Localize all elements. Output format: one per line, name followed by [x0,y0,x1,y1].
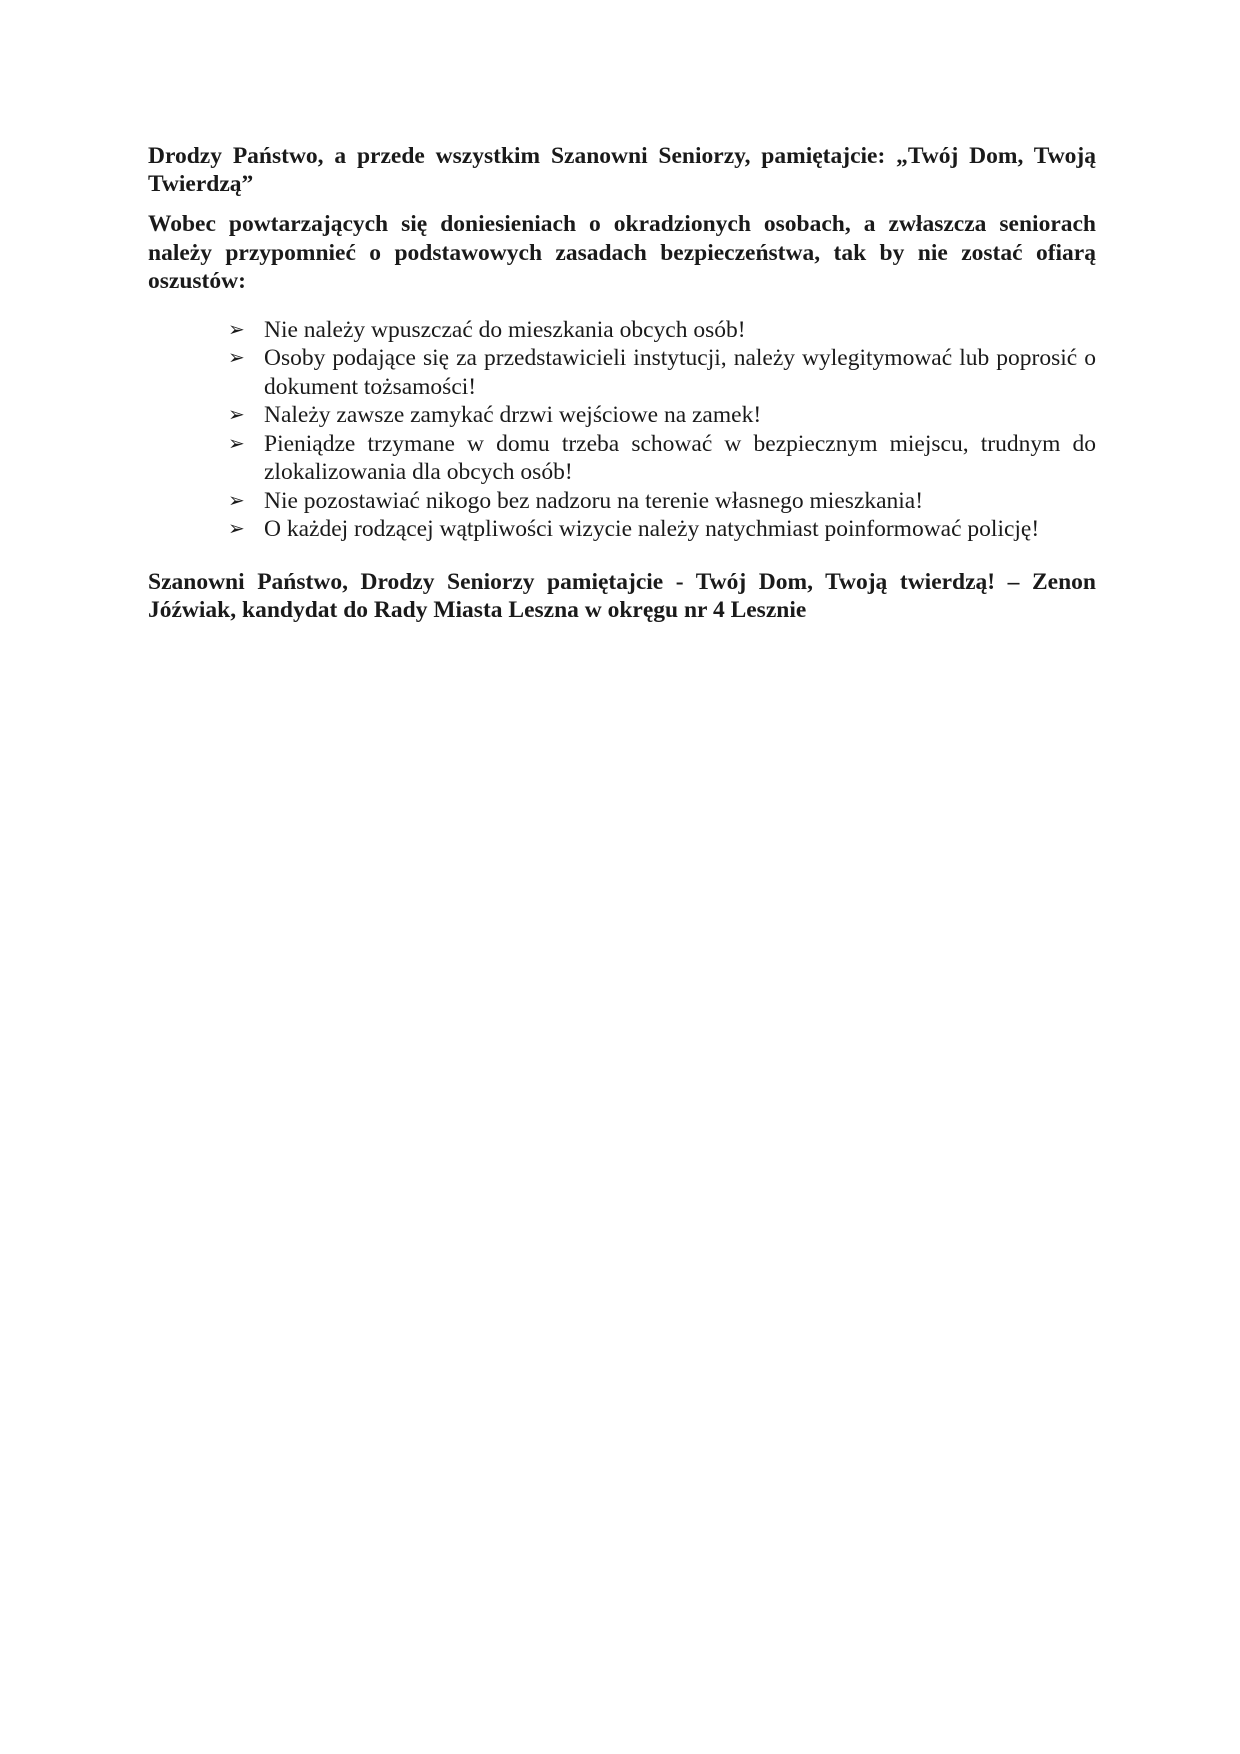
arrow-bullet-icon: ➢ [228,518,245,540]
rule-text: O każdej rodzącej wątpliwości wizycie należy natychmiast poinformować policję! [264,516,1040,542]
list-item [228,515,1096,544]
rule-text: Pieniądze trzymane w domu trzeba schować w bezpiecznym miejscu, trudnym do zlokalizowania dla obcych osób! [264,430,1096,485]
rule-text: Osoby podające się za przedstawicieli instytucji, należy wylegitymować lub poprosić o dokument tożsamości! [264,345,1096,400]
list-item [228,344,1096,401]
rule-text: Należy zawsze zamykać drzwi wejściowe na zamek! [264,402,762,428]
document-heading: Drodzy Państwo, a przede wszystkim Szanowni Seniorzy, pamiętajcie: „Twój Dom, Twoją Twierdzą” [148,143,1096,197]
closing-paragraph: Szanowni Państwo, Drodzy Seniorzy pamiętajcie - Twój Dom, Twoją twierdzą! – Zenon Jóźwiak, kandydat do Rady Miasta Leszna w okręgu nr 4 Lesznie [148,568,1096,623]
list-item [228,401,1096,430]
list-item [228,487,1096,516]
arrow-bullet-icon: ➢ [228,347,245,369]
arrow-bullet-icon: ➢ [228,318,245,341]
arrow-bullet-icon: ➢ [228,489,245,512]
arrow-bullet-icon: ➢ [228,404,245,426]
safety-rules-list [148,316,1096,544]
arrow-bullet-icon: ➢ [228,432,245,455]
rule-text: Nie pozostawiać nikogo bez nadzoru na terenie własnego mieszkania! [264,487,924,514]
list-item [228,430,1096,487]
list-item [228,316,1096,345]
intro-paragraph: Wobec powtarzających się doniesieniach o okradzionych osobach, a zwłaszcza seniorach należy przypomnieć o podstawowych zasadach bezpieczeństwa, tak by nie zostać ofiarą oszustów: [148,211,1096,294]
document-page [148,142,1096,625]
rule-text: Nie należy wpuszczać do mieszkania obcych osób! [264,316,746,343]
